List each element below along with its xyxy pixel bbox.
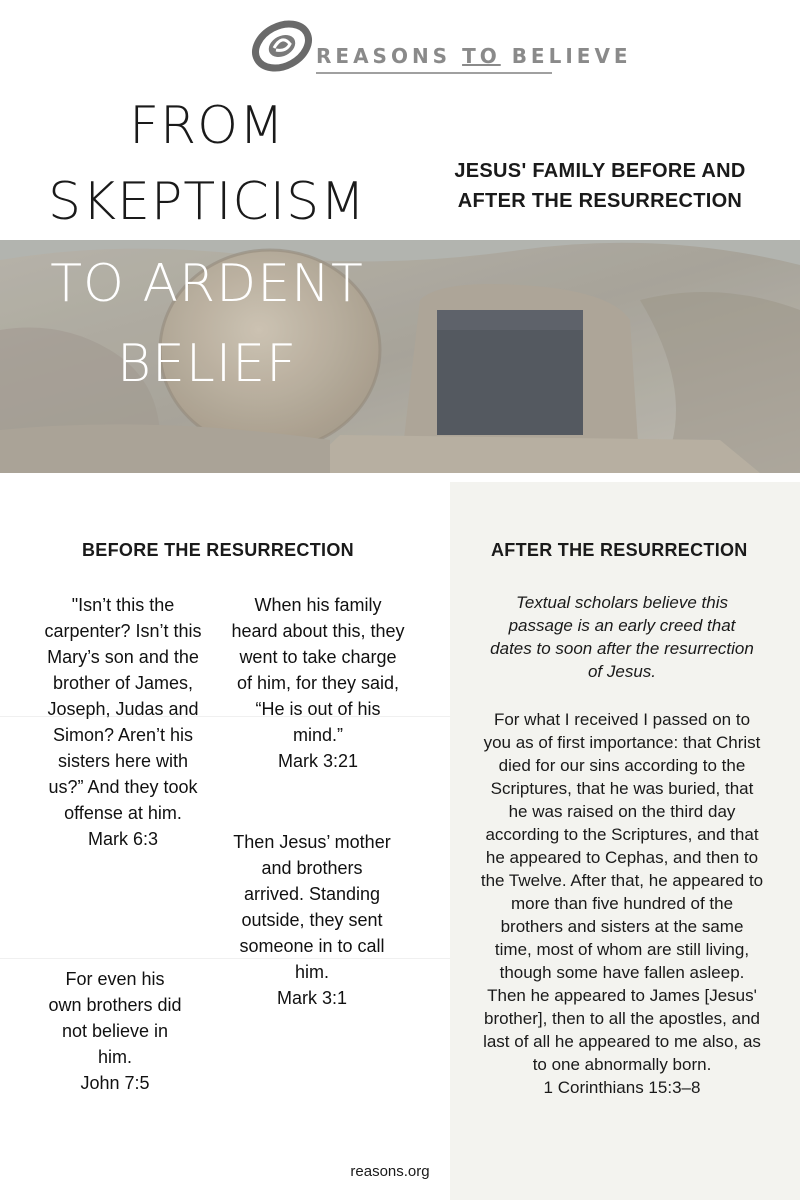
title-line-2: SKEPTICISM	[48, 172, 366, 232]
subtitle-line-2: AFTER THE RESURRECTION	[457, 190, 743, 212]
quote-reference: Mark 6:3	[87, 829, 159, 849]
quote-mark-3-1	[232, 829, 392, 1011]
rtb-swirl-logo-icon	[250, 16, 316, 76]
after-passage	[480, 708, 764, 1099]
quote-mark-6-3	[44, 592, 202, 852]
quote-text: Then Jesus’ mother and brothers arrived. Standing outside, they sent someone in to call him.	[233, 832, 391, 982]
brand-logo	[250, 16, 632, 76]
subtitle-line-1: JESUS' FAMILY BEFORE AND	[454, 160, 746, 182]
brand-name: REASONS TO BELIEVE	[316, 44, 632, 68]
title-line-4: BELIEF	[117, 334, 297, 394]
subtitle	[440, 156, 760, 216]
after-heading: AFTER THE RESURRECTION	[491, 540, 748, 560]
quote-john-7-5	[48, 966, 182, 1096]
quote-text: For even his own brothers did not believe in him.	[48, 969, 182, 1067]
quote-reference: Mark 3:1	[276, 988, 348, 1008]
footer-url: reasons.org	[350, 1163, 430, 1180]
passage-text: For what I received I passed on to you as of first importance: that Christ died for our sins according to the Scriptures, that he was buried, that he was raised on the third day according to the Scriptures, and that he appeared to Cephas, and then to the Twelve. After that, he appeared to more than five hundred of the brothers and sisters at the same time, most of whom are still living, though some have fallen asleep. Then he appeared to James [Jesus' brother], then to all the apostles, and last of all he appeared to me also, as to one abnormally born.	[480, 710, 764, 1074]
quote-text: When his family heard about this, they went to take charge of him, for they said, “He is out of his mind.”	[231, 595, 405, 745]
title-line-1: FROM	[129, 96, 285, 156]
after-intro: Textual scholars believe this passage is an early creed that dates to soon after the resurrection of Jesus.	[490, 593, 754, 681]
quote-mark-3-21	[230, 592, 406, 774]
title-line-3: TO ARDENT	[50, 254, 364, 314]
before-heading: BEFORE THE RESURRECTION	[82, 540, 354, 560]
passage-reference: 1 Corinthians 15:3–8	[543, 1078, 701, 1097]
quote-reference: Mark 3:21	[277, 751, 359, 771]
quote-text: "Isn’t this the carpenter? Isn’t this Mary’s son and the brother of James, Joseph, Judas and Simon? Aren’t his sisters here with us?” And they took offense at him.	[44, 595, 202, 823]
quote-reference: John 7:5	[80, 1073, 150, 1093]
brand-underline	[316, 72, 552, 74]
